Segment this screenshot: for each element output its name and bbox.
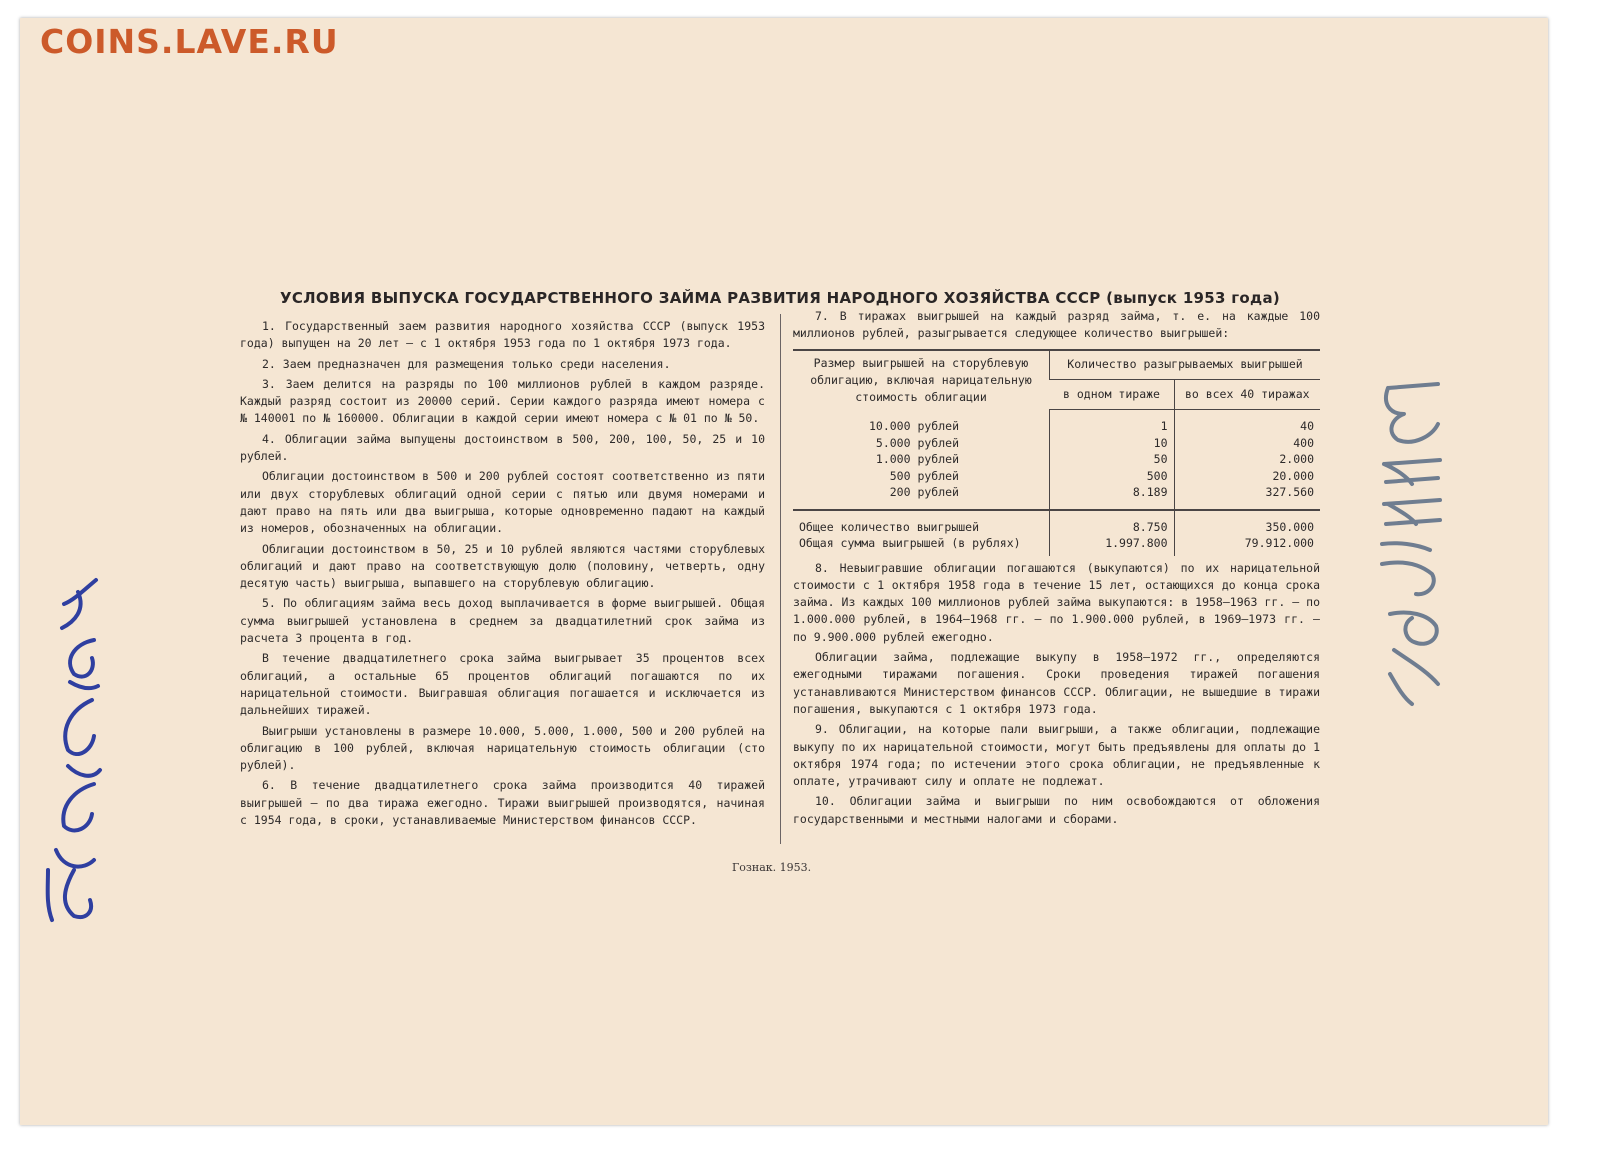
left-paragraph: 3. Заем делится на разряды по 100 миллионов рублей в каждом разряде. Каждый разряд состоит из 20000 серий. Серии каждого разряда имеют номера с № 140001 по № 160000. Облигации в каждой серии имеют номера с № 01 по № 50. (240, 376, 765, 426)
left-paragraph: 4. Облигации займа выпущены достоинством в 500, 200, 100, 50, 25 и 10 рублей. (240, 431, 765, 464)
prize-amount: 5.000 рублей (875, 435, 959, 450)
prize-amount: 10.000 рублей (868, 418, 959, 433)
right-intro-paragraph: 7. В тиражах выигрышей на каждый разряд займа, т. е. на каждые 100 миллионов рублей, разыгрывается следующее количество выигрышей: (793, 309, 1320, 341)
terms-right-column (793, 308, 1320, 831)
signature-left-handwriting-icon (34, 570, 114, 930)
count-one-draw: 8.189 (1050, 484, 1175, 510)
column-divider (780, 314, 781, 844)
table-row (793, 410, 1320, 435)
count-one-draw: 50 (1050, 451, 1175, 468)
left-paragraph: 6. В течение двадцатилетнего срока займа производится 40 тиражей выигрышей — по два тиража ежегодно. Тиражи выигрышей производятся, начиная с 1954 года, в сроки, устанавливаемые Министерством финансов СССР. (240, 778, 765, 828)
left-paragraph: 5. По облигациям займа весь доход выплачивается в форме выигрышей. Общая сумма выигрышей установлена в среднем за двадцатилетний срок займа из расчета 3 процента в год. (240, 596, 765, 646)
prize-amount: 500 рублей (889, 468, 959, 483)
count-all-draws: 40 (1174, 410, 1320, 435)
count-all-draws: 327.560 (1174, 484, 1320, 510)
total-all-draws: 350.000 (1174, 510, 1320, 536)
table-row (793, 451, 1320, 468)
table-total-row (793, 535, 1320, 556)
total-label: Общая сумма выигрышей (в рублях) (799, 536, 1021, 551)
count-one-draw: 500 (1050, 468, 1175, 485)
prize-amount: 200 рублей (793, 484, 1050, 510)
left-paragraph: В течение двадцатилетнего срока займа выигрывает 35 процентов всех облигаций, а остальные 65 процентов облигаций погашаются по их нарицательной стоимости. Выигравшая облигация погашается и исключается из дальнейших тиражей. (240, 651, 765, 718)
count-one-draw: 10 (1050, 435, 1175, 452)
left-paragraph: Облигации достоинством в 500 и 200 рублей состоят соответственно из пяти или двух сторублевых облигаций одной серии с пятью или двумя номерами и дают право на пять или два выигрыша, которые одновременно падают на каждый из номеров, обозначенных на облигации. (240, 469, 765, 536)
table-row (793, 468, 1320, 485)
count-all-draws: 400 (1174, 435, 1320, 452)
left-paragraph: Облигации достоинством в 50, 25 и 10 рублей являются частями сторублевых облигаций и дают право на соответствующую долю (половину, четверть, одну десятую часть) выигрыша, выпавшего на сторублевую облигацию. (240, 541, 765, 591)
table-header-prize: Размер выигрышей на сторублевую облигацию, включая нарицательную стоимость облигации (793, 350, 1050, 410)
count-one-draw: 1 (1050, 410, 1175, 435)
right-paragraph: 8. Невыигравшие облигации погашаются (выкупаются) по их нарицательной стоимости с 1 октября 1958 года в течение 15 лет, остающихся до конца срока займа. Из каждых 100 миллионов рублей займа выкупаются: в 1958—1963 гг. — по 1.000.000 рублей, в 1964—1968 гг. — по 1.900.000 рублей, в 1969—1973 гг. — по 9.900.000 рублей ежегодно. (793, 560, 1320, 644)
table-total-row (793, 510, 1320, 536)
left-paragraph: Выигрыши установлены в размере 10.000, 5.000, 1.000, 500 и 200 рублей на облигацию в 100 рублей, включая нарицательную стоимость облигации (сто рублей). (240, 723, 765, 773)
count-all-draws: 2.000 (1174, 451, 1320, 468)
terms-left-column (240, 318, 765, 832)
total-one-draw: 8.750 (1050, 510, 1175, 536)
count-all-draws: 20.000 (1174, 468, 1320, 485)
right-paragraph: Облигации займа, подлежащие выкупу в 1958—1972 гг., определяются ежегодными тиражами погашения. Сроки проведения тиражей погашения устанавливаются Министерством финансов СССР. Облигации, не вышедшие в тиражи погашения, выкупаются с 1 октября 1973 года. (793, 650, 1320, 716)
site-watermark: COINS.LAVE.RU (40, 22, 339, 61)
table-header-all-draws: во всех 40 тиражах (1174, 380, 1320, 410)
table-row (793, 435, 1320, 452)
printer-imprint: Гознак. 1953. (732, 861, 812, 874)
total-label: Общее количество выигрышей (799, 519, 980, 534)
winnings-table (793, 349, 1320, 556)
total-one-draw: 1.997.800 (1050, 535, 1175, 556)
table-header-one-draw: в одном тираже (1050, 380, 1175, 410)
signature-right-handwriting-icon (1368, 374, 1458, 714)
table-header-count: Количество разыгрываемых выигрышей (1050, 350, 1321, 380)
right-paragraph: 10. Облигации займа и выигрыши по ним освобождаются от обложения государственными и местными налогами и сборами. (793, 794, 1320, 826)
total-all-draws: 79.912.000 (1174, 535, 1320, 556)
table-row (793, 484, 1320, 510)
right-paragraph: 9. Облигации, на которые пали выигрыши, а также облигации, подлежащие выкупу по их нарицательной стоимости, могут быть предъявлены для оплаты до 1 октября 1974 года; по истечении этого срока облигации, не предъявленные к оплате, утрачивают силу и оплате не подлежат. (793, 722, 1320, 789)
left-paragraph: 2. Заем предназначен для размещения только среди населения. (262, 356, 671, 371)
left-paragraph: 1. Государственный заем развития народного хозяйства СССР (выпуск 1953 года) выпущен на 20 лет — с 1 октября 1953 года по 1 октября 1973 года. (240, 319, 765, 351)
terms-title: УСЛОВИЯ ВЫПУСКА ГОСУДАРСТВЕННОГО ЗАЙМА РАЗВИТИЯ НАРОДНОГО ХОЗЯЙСТВА СССР (выпуск 1953 года) (279, 289, 1281, 307)
prize-amount: 1.000 рублей (875, 452, 959, 467)
